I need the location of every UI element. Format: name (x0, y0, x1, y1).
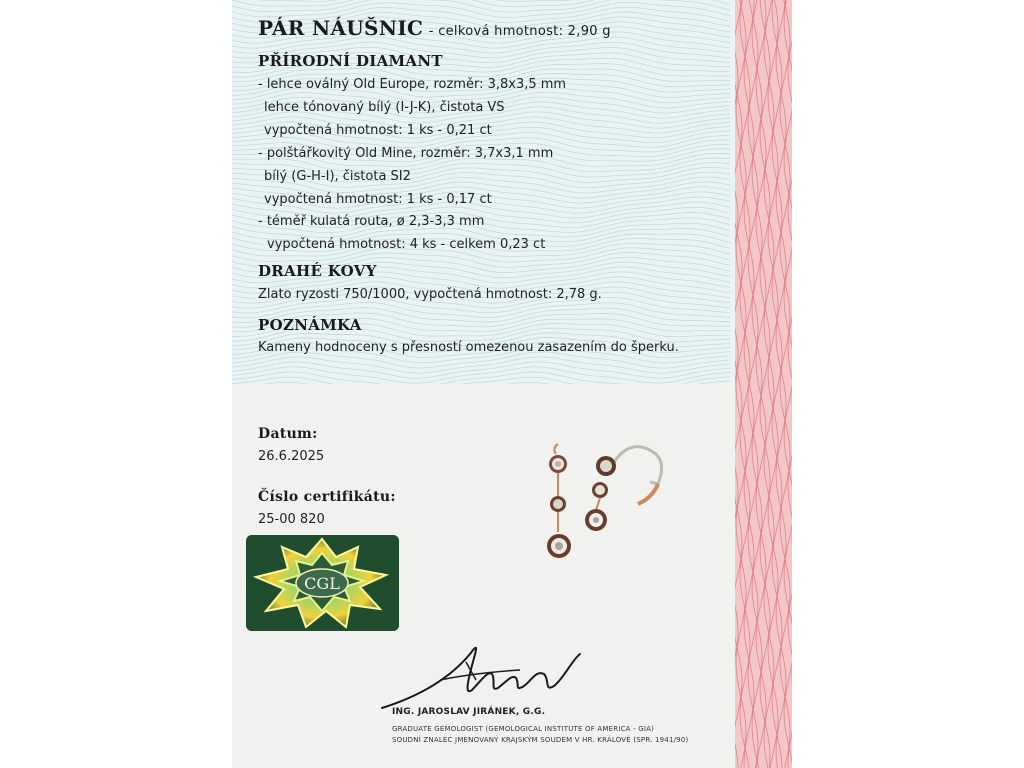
diamond-line: - polštářkovitý Old Mine, rozměr: 3,7x3,1 mm (258, 146, 554, 161)
certificate-number-value: 25-00 820 (258, 512, 325, 527)
diamond-heading: PŘÍRODNÍ DIAMANT (258, 52, 443, 70)
item-title: PÁR NÁUŠNIC (258, 16, 424, 40)
signer-title-line: SOUDNÍ ZNALEC JMENOVANÝ KRAJSKÝM SOUDEM V HR. KRÁLOVÉ (SPR. 1941/90) (392, 736, 689, 744)
diamond-line: vypočtená hmotnost: 4 ks - celkem 0,23 ct (267, 237, 546, 252)
signer-name: ING. JAROSLAV JIRÁNEK, G.G. (392, 707, 546, 717)
diamond-line: bílý (G-H-I), čistota SI2 (264, 169, 411, 184)
hologram-logo-text: CGL (304, 574, 340, 593)
earrings-photo (522, 440, 692, 580)
date-value: 26.6.2025 (258, 449, 325, 464)
signer-title-line: GRADUATE GEMOLOGIST (GEMOLOGICAL INSTITUTE OF AMERICA - GIA) (392, 725, 655, 733)
diamond-line: - téměř kulatá routa, ø 2,3-3,3 mm (258, 214, 485, 229)
hologram-artwork (246, 535, 399, 631)
diamond-line: - lehce oválný Old Europe, rozměr: 3,8x3,5 mm (258, 77, 567, 92)
red-security-band (735, 0, 792, 768)
cgl-hologram (246, 535, 399, 631)
note-line: Kameny hodnoceny s přesností omezenou zasazením do šperku. (258, 340, 679, 355)
certificate-number-label: Číslo certifikátu: (258, 489, 396, 505)
metals-heading: DRAHÉ KOVY (258, 262, 377, 280)
diamond-line: vypočtená hmotnost: 1 ks - 0,21 ct (264, 123, 492, 138)
certificate-card (232, 0, 792, 768)
date-label: Datum: (258, 426, 318, 442)
title-row (258, 16, 611, 40)
red-guilloche-lines (735, 0, 792, 768)
diamond-line: vypočtená hmotnost: 1 ks - 0,17 ct (264, 192, 492, 207)
metals-line: Zlato ryzosti 750/1000, vypočtená hmotnost: 2,78 g. (258, 287, 602, 302)
signature (380, 640, 600, 715)
diamond-line: lehce tónovaný bílý (I-J-K), čistota VS (264, 100, 505, 115)
note-heading: POZNÁMKA (258, 316, 362, 334)
total-weight: - celková hmotnost: 2,90 g (428, 24, 611, 39)
